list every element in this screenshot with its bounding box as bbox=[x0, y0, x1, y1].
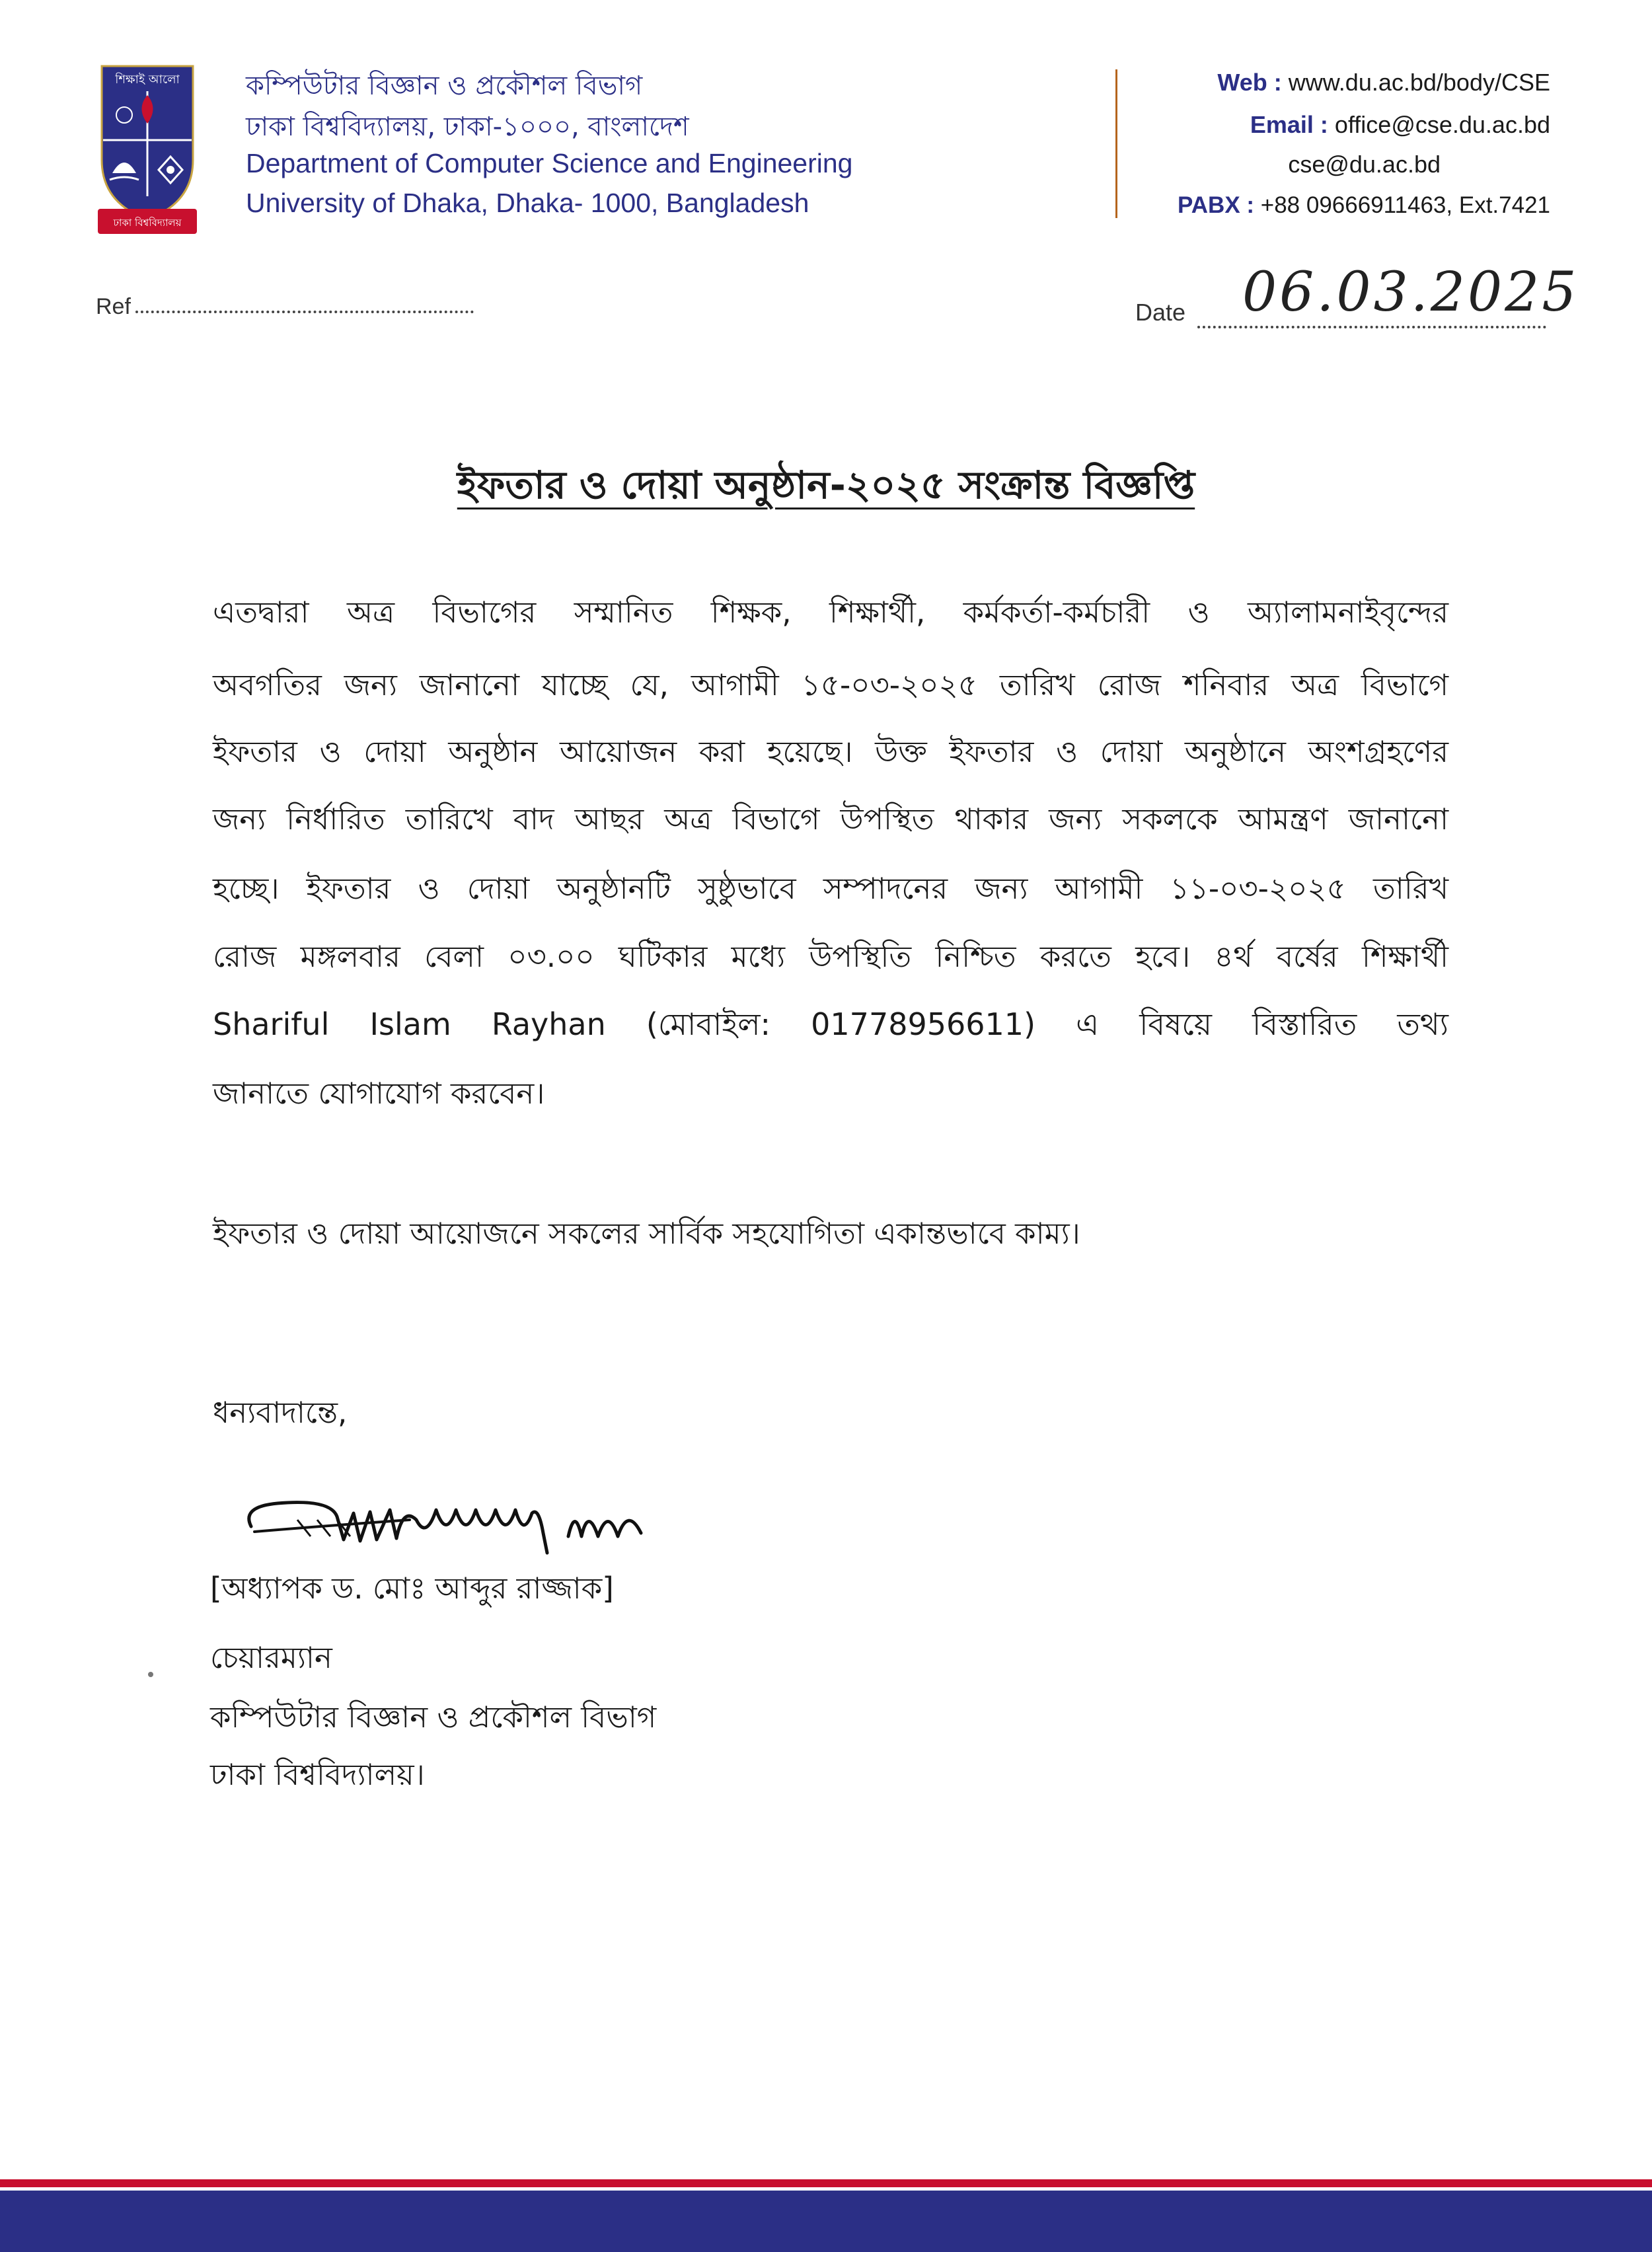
footer-red-band bbox=[0, 2179, 1652, 2187]
footer-blue-band bbox=[0, 2191, 1652, 2252]
department-name-bn: কম্পিউটার বিজ্ঞান ও প্রকৌশল বিভাগ bbox=[246, 71, 643, 101]
pabx-label: PABX : bbox=[1178, 192, 1255, 218]
signatory-designation: চেয়ারম্যান bbox=[210, 1640, 332, 1675]
ref-label: Ref bbox=[96, 294, 131, 319]
signatory-university: ঢাকা বিশ্ববিদ্যালয়। bbox=[210, 1757, 425, 1792]
web-link[interactable]: www.du.ac.bd/body/CSE bbox=[1288, 69, 1550, 96]
university-logo bbox=[98, 61, 197, 246]
notice-line: হচ্ছে। ইফতার ও দোয়া অনুষ্ঠানটি সুষ্ঠুভাবে সম্পাদনের জন্য আগামী ১১-০৩-২০২৫ তারিখ bbox=[213, 871, 1448, 906]
notice-line: এতদ্বারা অত্র বিভাগের সম্মানিত শিক্ষক, শিক্ষার্থী, কর্মকর্তা-কর্মচারী ও অ্যালামনাইবৃন্দের bbox=[213, 595, 1448, 630]
web-label: Web : bbox=[1217, 69, 1282, 96]
pabx-number: +88 09666911463, Ext.7421 bbox=[1260, 192, 1550, 218]
signatory-name: [অধ্যাপক ড. মোঃ আব্দুর রাজ্জাক] bbox=[210, 1571, 614, 1606]
email-secondary-link[interactable]: cse@du.ac.bd bbox=[1288, 151, 1441, 178]
contact-email bbox=[1123, 111, 1550, 139]
notice-line: অবগতির জন্য জানানো যাচ্ছে যে, আগামী ১৫-০৩-২০২৫ তারিখ রোজ শনিবার অত্র বিভাগে bbox=[213, 667, 1448, 702]
header-divider bbox=[1115, 69, 1117, 218]
contact-pabx bbox=[1123, 192, 1550, 219]
handwritten-date: 06.03.2025 bbox=[1242, 261, 1579, 324]
signature bbox=[238, 1480, 674, 1566]
university-address-en: University of Dhaka, Dhaka- 1000, Bangladesh bbox=[246, 188, 809, 218]
salutation: ধন্যবাদান্তে, bbox=[213, 1395, 348, 1430]
notice-title bbox=[0, 456, 1652, 520]
department-name-en: Department of Computer Science and Engineering bbox=[246, 148, 853, 178]
ref-blank-line bbox=[135, 311, 474, 313]
notice-line: ইফতার ও দোয়া অনুষ্ঠান আয়োজন করা হয়েছে। উক্ত ইফতার ও দোয়া অনুষ্ঠানে অংশগ্রহণের bbox=[213, 734, 1448, 769]
email-label: Email : bbox=[1250, 111, 1328, 138]
email-link[interactable]: office@cse.du.ac.bd bbox=[1334, 111, 1550, 138]
date-label: Date bbox=[1135, 299, 1186, 326]
university-address-bn: ঢাকা বিশ্ববিদ্যালয়, ঢাকা-১০০০, বাংলাদেশ bbox=[246, 112, 689, 142]
notice-closing-paragraph: ইফতার ও দোয়া আয়োজনে সকলের সার্বিক সহযোগিতা একান্তভাবে কাম্য। bbox=[213, 1216, 1080, 1251]
signatory-department: কম্পিউটার বিজ্ঞান ও প্রকৌশল বিভাগ bbox=[210, 1700, 657, 1735]
notice-title-text: ইফতার ও দোয়া অনুষ্ঠান-২০২৫ সংক্রান্ত বিজ্ঞপ্তি bbox=[457, 463, 1195, 507]
notice-line: জন্য নির্ধারিত তারিখে বাদ আছর অত্র বিভাগে উপস্থিত থাকার জন্য সকলকে আমন্ত্রণ জানানো bbox=[213, 802, 1448, 837]
contact-web bbox=[1123, 69, 1550, 96]
notice-line: জানাতে যোগাযোগ করবেন। bbox=[213, 1076, 545, 1111]
logo-motto: শিক্ষাই আলো bbox=[115, 73, 180, 87]
notice-line: Shariful Islam Rayhan (মোবাইল: 01778956611) এ বিষয়ে বিস্তারিত তথ্য bbox=[213, 1006, 1448, 1042]
notice-line: রোজ মঙ্গলবার বেলা ০৩.০০ ঘটিকার মধ্যে উপস্থিতি নিশ্চিত করতে হবে। ৪র্থ বর্ষের শিক্ষার্থী bbox=[213, 939, 1448, 974]
logo-ribbon-text: ঢাকা বিশ্ববিদ্যালয় bbox=[113, 217, 182, 229]
scan-speck bbox=[148, 1672, 153, 1677]
contact-email-secondary bbox=[1123, 151, 1441, 178]
date-blank-line bbox=[1197, 326, 1546, 328]
